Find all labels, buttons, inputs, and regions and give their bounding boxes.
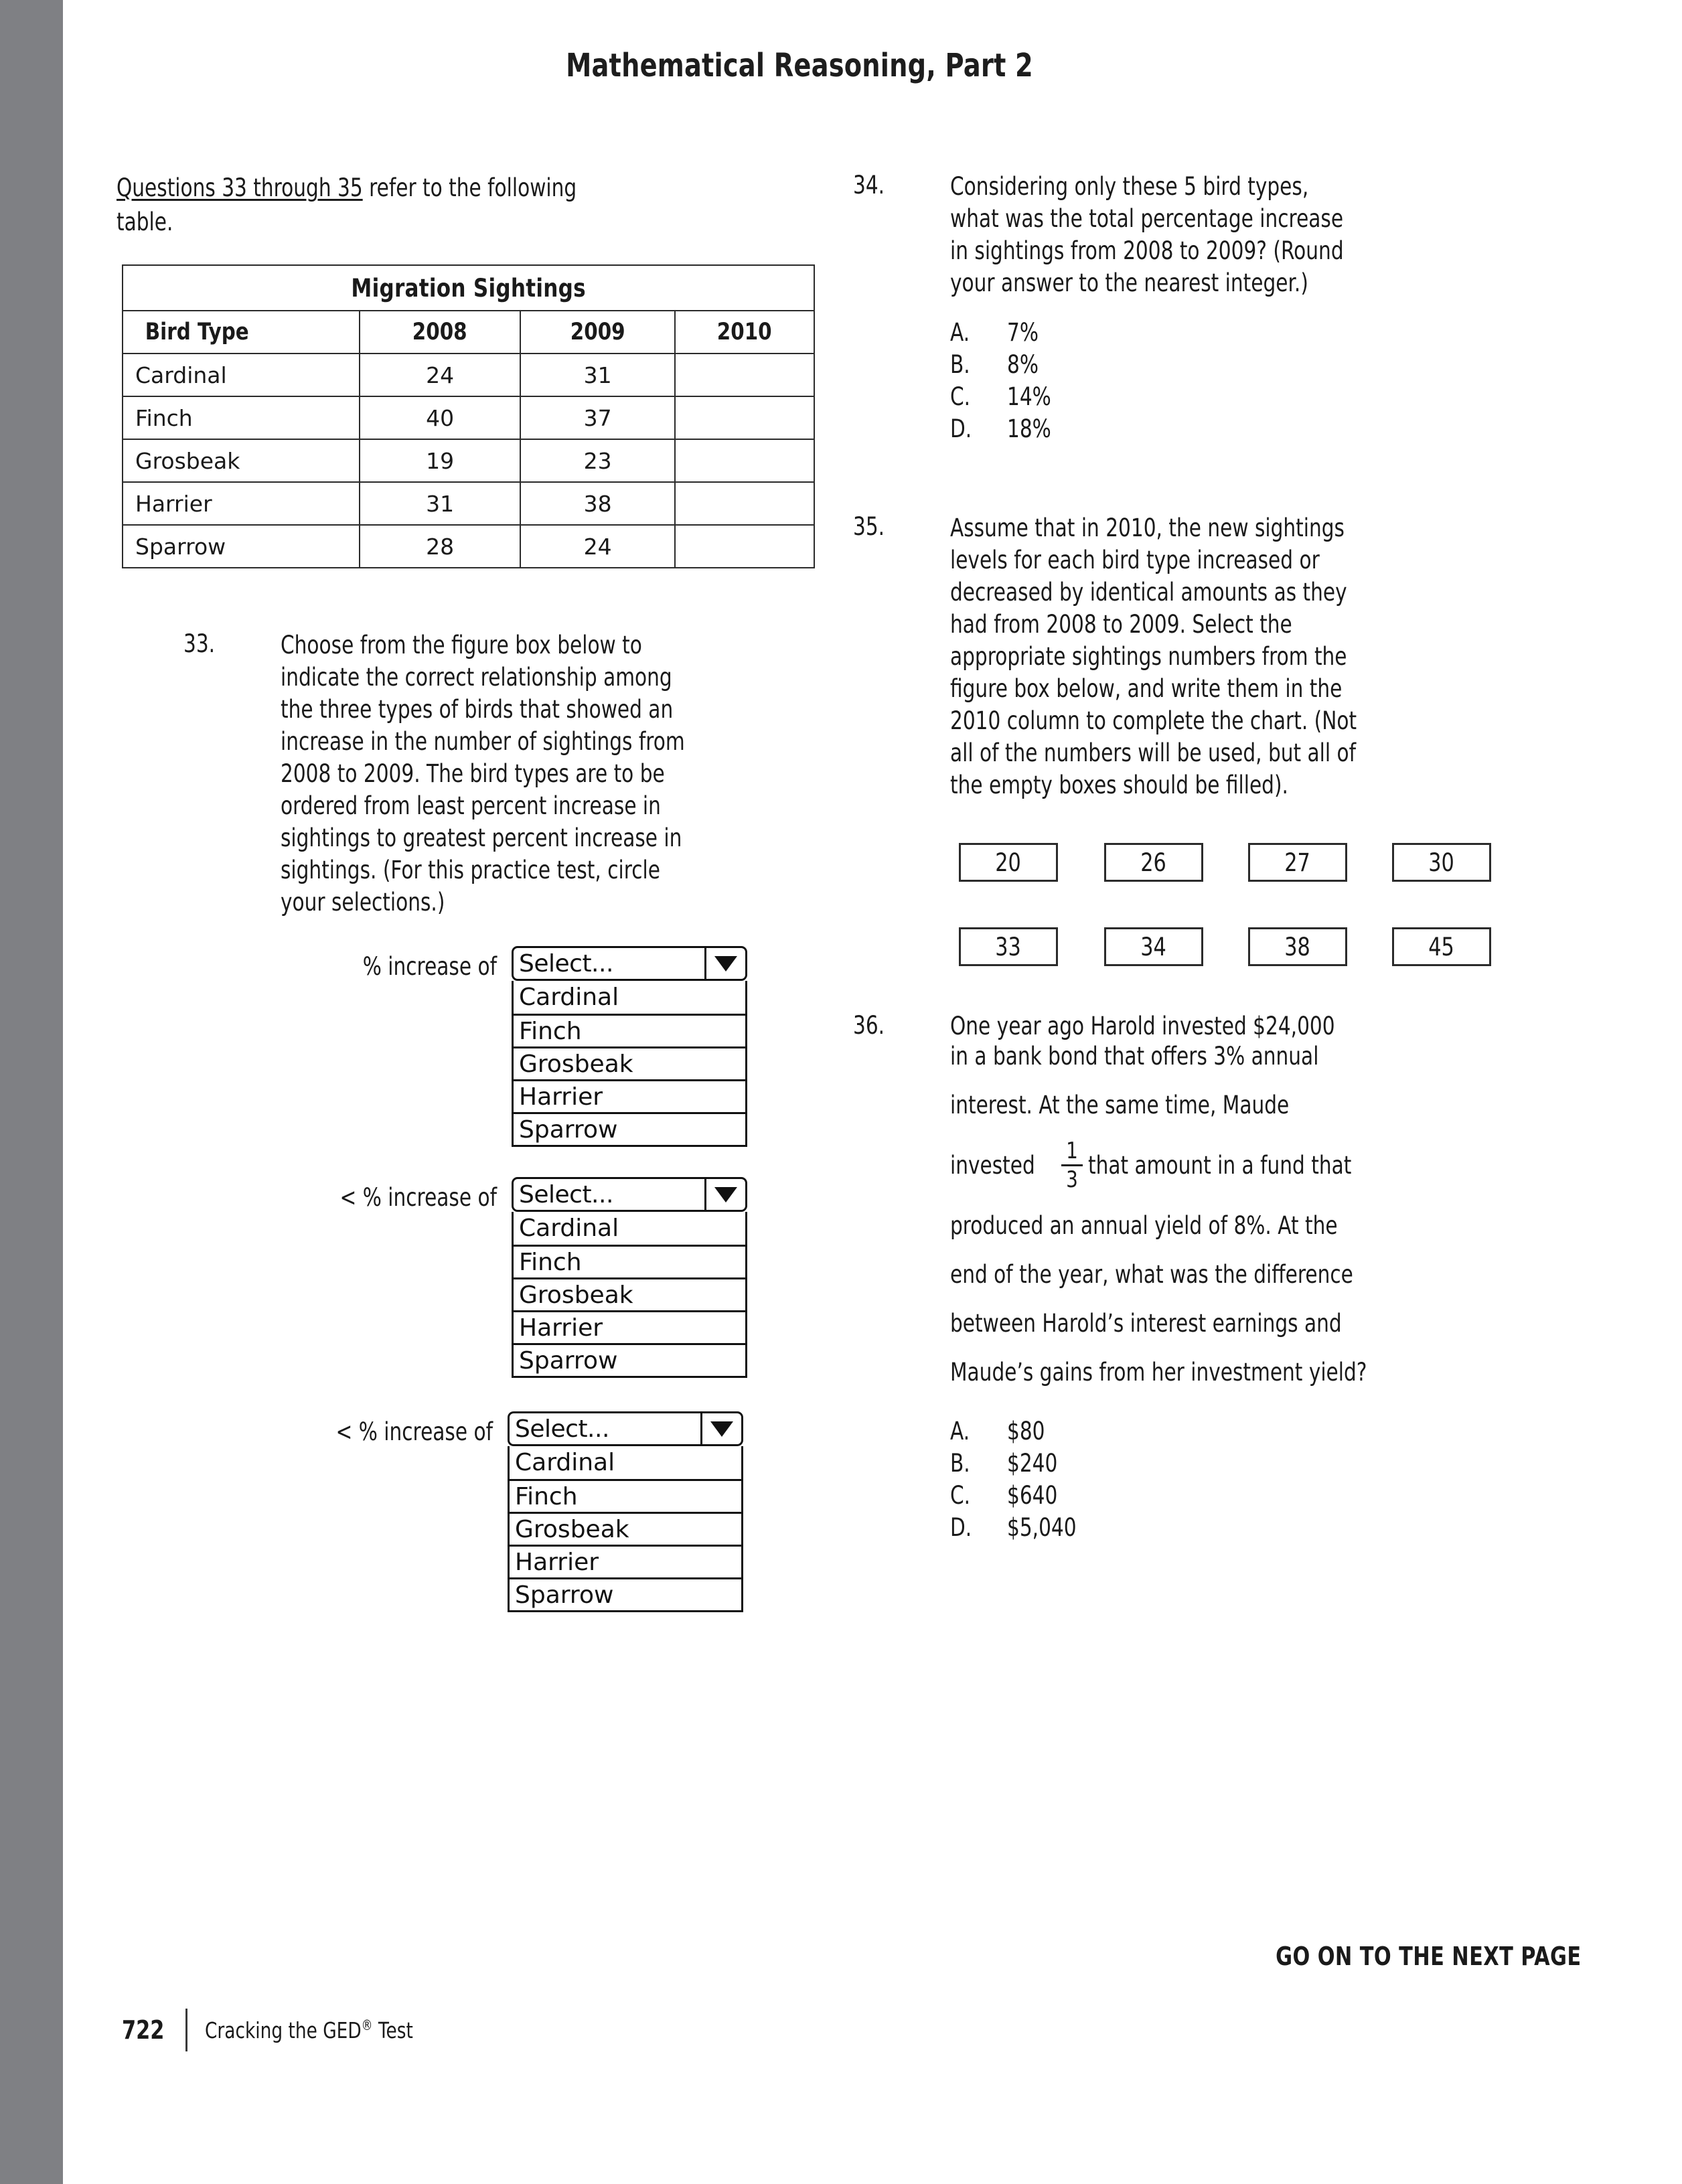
q34-line: Considering only these 5 bird types, — [950, 172, 1309, 201]
migration-sightings-table — [122, 264, 815, 568]
dropdown-2-option[interactable]: Sparrow — [514, 1343, 745, 1376]
page-title: Mathematical Reasoning, Part 2 — [566, 47, 1033, 84]
dropdown-2-value: Select... — [519, 1180, 613, 1208]
table-row — [123, 482, 814, 525]
choice-d-label: D. — [950, 1513, 972, 1542]
cell-bird: Cardinal — [123, 354, 360, 396]
choice-d-value: $5,040 — [1007, 1513, 1077, 1542]
q35-line: appropriate sightings numbers from the — [950, 642, 1347, 671]
choice-c-value: $640 — [1007, 1481, 1058, 1510]
figure-number-box[interactable]: 20 — [959, 843, 1058, 882]
q33-line: increase in the number of sightings from — [281, 727, 685, 756]
q36-line: One year ago Harold invested $24,000 — [950, 1012, 1335, 1040]
cell-bird: Harrier — [123, 482, 360, 525]
dropdown-2-option[interactable]: Cardinal — [519, 1215, 619, 1242]
q36-line: end of the year, what was the difference — [950, 1260, 1353, 1289]
question-33-number: 33. — [183, 629, 216, 658]
table-row — [123, 439, 814, 482]
q35-line: figure box below, and write them in the — [950, 674, 1343, 703]
q33-line: your selections.) — [281, 888, 445, 917]
dropdown-1-value: Select... — [519, 949, 613, 978]
dropdown-1-option[interactable]: Sparrow — [514, 1112, 745, 1145]
left-column — [117, 171, 786, 239]
q36-line: between Harold’s interest earnings and — [950, 1309, 1342, 1338]
book-title — [205, 2017, 413, 2043]
intro-underlined-range: Questions 33 through 35 — [117, 173, 363, 202]
question-36-number: 36. — [853, 1011, 885, 1040]
q36-frac-before: invested — [950, 1151, 1035, 1180]
go-on-to-next-page-note: GO ON TO THE NEXT PAGE — [1276, 1942, 1582, 1971]
choice-a[interactable] — [950, 317, 1563, 349]
q33-line: 2008 to 2009. The bird types are to be — [281, 759, 665, 788]
choice-c-label: C. — [950, 1481, 971, 1510]
cell-2008: 40 — [360, 396, 520, 439]
table-caption: Migration Sightings — [123, 265, 814, 311]
question-34-choices — [950, 317, 1563, 445]
q33-line: ordered from least percent increase in — [281, 791, 661, 820]
cell-bird: Sparrow — [123, 525, 360, 568]
q35-line: all of the numbers will be used, but all of — [950, 738, 1357, 767]
question-34 — [853, 171, 1563, 445]
q36-line: Maude’s gains from her investment yield? — [950, 1358, 1367, 1387]
cell-2009: 24 — [520, 525, 676, 568]
fraction-numerator: 1 — [1066, 1138, 1079, 1164]
question-36-choices — [950, 1415, 1576, 1544]
q33-line: indicate the correct relationship among — [281, 663, 672, 692]
dropdown-2-option[interactable]: Grosbeak — [514, 1277, 745, 1310]
cell-2010-blank[interactable] — [675, 439, 814, 482]
col-header-2010: 2010 — [675, 311, 814, 354]
cell-bird: Finch — [123, 396, 360, 439]
question-35 — [853, 512, 1563, 801]
table-row — [123, 354, 814, 396]
dropdown-1-option[interactable]: Cardinal — [519, 984, 619, 1011]
page-canvas — [63, 0, 1682, 2184]
figure-box-row-1 — [853, 843, 1563, 882]
q35-line: decreased by identical amounts as they — [950, 578, 1347, 607]
choice-a[interactable] — [950, 1415, 1576, 1448]
cell-2009: 23 — [520, 439, 676, 482]
dropdown-2-option-list — [512, 1212, 747, 1378]
table-row — [123, 525, 814, 568]
question-33 — [183, 629, 866, 919]
fraction-denominator: 3 — [1066, 1166, 1079, 1193]
q35-line: levels for each bird type increased or — [950, 546, 1320, 574]
cell-2010-blank[interactable] — [675, 525, 814, 568]
q33-line: sightings to greatest percent increase in — [281, 824, 682, 852]
fraction-one-third — [1061, 1139, 1083, 1192]
table-row — [123, 396, 814, 439]
figure-number-box[interactable]: 34 — [1104, 927, 1203, 966]
cell-2008: 31 — [360, 482, 520, 525]
migration-sightings-table-wrap — [122, 264, 815, 568]
choice-c-label: C. — [950, 382, 971, 411]
q34-line: in sightings from 2008 to 2009? (Round — [950, 236, 1344, 265]
book-title-main: Cracking the GED — [205, 2017, 362, 2043]
q33-line: the three types of birds that showed an — [281, 695, 674, 724]
q36-line: produced an annual yield of 8%. At the — [950, 1211, 1338, 1240]
choice-d-value: 18% — [1007, 414, 1051, 443]
q33-line: sightings. (For this practice test, circle — [281, 856, 660, 884]
dropdown-3-option[interactable]: Grosbeak — [510, 1512, 741, 1545]
page-footer — [122, 2009, 465, 2051]
figure-number-box[interactable]: 27 — [1248, 843, 1347, 882]
dropdown-2-option[interactable]: Finch — [514, 1245, 745, 1277]
col-header-bird-type: Bird Type — [123, 311, 360, 354]
choice-b-value: 8% — [1007, 350, 1039, 379]
book-title-suffix: Test — [372, 2017, 414, 2043]
q35-line: the empty boxes should be filled). — [950, 771, 1288, 799]
chevron-down-icon[interactable] — [700, 1413, 741, 1444]
dropdown-3-option[interactable]: Harrier — [510, 1545, 741, 1577]
q36-line: in a bank bond that offers 3% annual — [950, 1042, 1319, 1071]
dropdown-2-label: < % increase of — [339, 1183, 497, 1212]
choice-c[interactable] — [950, 1480, 1576, 1512]
dropdown-1-option[interactable]: Finch — [514, 1014, 745, 1046]
page-edge-gray-bar — [0, 0, 63, 2184]
figure-number-box[interactable]: 33 — [959, 927, 1058, 966]
q35-line: 2010 column to complete the chart. (Not — [950, 706, 1357, 735]
figure-number-box[interactable]: 30 — [1392, 843, 1491, 882]
dropdown-3-value: Select... — [515, 1415, 609, 1443]
chevron-down-icon[interactable] — [704, 948, 745, 979]
cell-2008: 28 — [360, 525, 520, 568]
page-number: 722 — [122, 2015, 165, 2045]
dropdown-1-option[interactable]: Harrier — [514, 1079, 745, 1112]
choice-c-value: 14% — [1007, 382, 1051, 411]
footer-divider — [185, 2009, 187, 2051]
dropdown-3-label: < % increase of — [335, 1417, 493, 1446]
choice-c[interactable] — [950, 381, 1563, 413]
dropdown-3-option[interactable]: Sparrow — [510, 1577, 741, 1610]
choice-a-value: 7% — [1007, 318, 1039, 347]
q34-line: your answer to the nearest integer.) — [950, 268, 1308, 297]
figure-number-box[interactable]: 26 — [1104, 843, 1203, 882]
dropdown-1-option-list — [512, 981, 747, 1147]
q35-line: Assume that in 2010, the new sightings — [950, 514, 1345, 542]
choice-b[interactable] — [950, 1448, 1576, 1480]
col-header-2008: 2008 — [360, 311, 520, 354]
figure-box-row-2 — [853, 927, 1563, 966]
dropdown-2-select[interactable] — [512, 1177, 747, 1212]
q36-frac-after: that amount in a fund that — [1088, 1151, 1352, 1180]
question-34-text — [950, 171, 1563, 299]
cell-2009: 31 — [520, 354, 676, 396]
question-36 — [853, 1011, 1576, 1544]
q33-line: Choose from the figure box below to — [281, 631, 642, 659]
choice-b[interactable] — [950, 349, 1563, 381]
dropdown-group-2 — [183, 1177, 920, 1375]
choice-a-label: A. — [950, 1417, 970, 1446]
dropdown-2-option[interactable]: Harrier — [514, 1310, 745, 1343]
col-header-2009: 2009 — [520, 311, 676, 354]
cell-2010-blank[interactable] — [675, 482, 814, 525]
dropdown-3-option-list — [508, 1446, 743, 1612]
dropdown-3-option[interactable]: Cardinal — [515, 1449, 615, 1476]
figure-number-box[interactable]: 45 — [1392, 927, 1491, 966]
dropdown-1-option[interactable]: Grosbeak — [514, 1046, 745, 1079]
choice-d-label: D. — [950, 414, 972, 443]
intro-line2: table. — [117, 208, 173, 236]
cell-2010-blank[interactable] — [675, 396, 814, 439]
table-header-row — [123, 311, 814, 354]
dropdown-3-option[interactable]: Finch — [510, 1479, 741, 1512]
q36-line: interest. At the same time, Maude — [950, 1091, 1290, 1119]
cell-2008: 24 — [360, 354, 520, 396]
questions-reference-intro — [117, 171, 786, 239]
cell-2009: 37 — [520, 396, 676, 439]
cell-2008: 19 — [360, 439, 520, 482]
question-35-text — [950, 512, 1563, 801]
dropdown-group-3 — [183, 1411, 920, 1609]
question-34-number: 34. — [853, 171, 885, 200]
question-36-text — [950, 1011, 1576, 1387]
choice-b-value: $240 — [1007, 1449, 1058, 1478]
cell-bird: Grosbeak — [123, 439, 360, 482]
q35-line: had from 2008 to 2009. Select the — [950, 610, 1292, 639]
question-35-number: 35. — [853, 512, 885, 541]
dropdown-3-select[interactable] — [508, 1411, 743, 1446]
dropdown-1-label: % increase of — [362, 952, 497, 981]
cell-2009: 38 — [520, 482, 676, 525]
dropdown-1-select[interactable] — [512, 946, 747, 981]
figure-number-box[interactable]: 38 — [1248, 927, 1347, 966]
q34-line: what was the total percentage increase — [950, 204, 1344, 233]
question-33-text — [281, 629, 866, 919]
choice-b-label: B. — [950, 1449, 970, 1478]
choice-a-value: $80 — [1007, 1417, 1045, 1446]
intro-rest: refer to the following — [362, 173, 577, 202]
choice-a-label: A. — [950, 318, 970, 347]
choice-b-label: B. — [950, 350, 970, 379]
cell-2010-blank[interactable] — [675, 354, 814, 396]
table-caption-row — [123, 265, 814, 311]
registered-mark-icon: ® — [362, 2017, 373, 2033]
choice-d[interactable] — [950, 413, 1563, 445]
q36-fraction-line — [950, 1140, 1576, 1193]
chevron-down-icon[interactable] — [704, 1179, 745, 1210]
choice-d[interactable] — [950, 1512, 1576, 1544]
